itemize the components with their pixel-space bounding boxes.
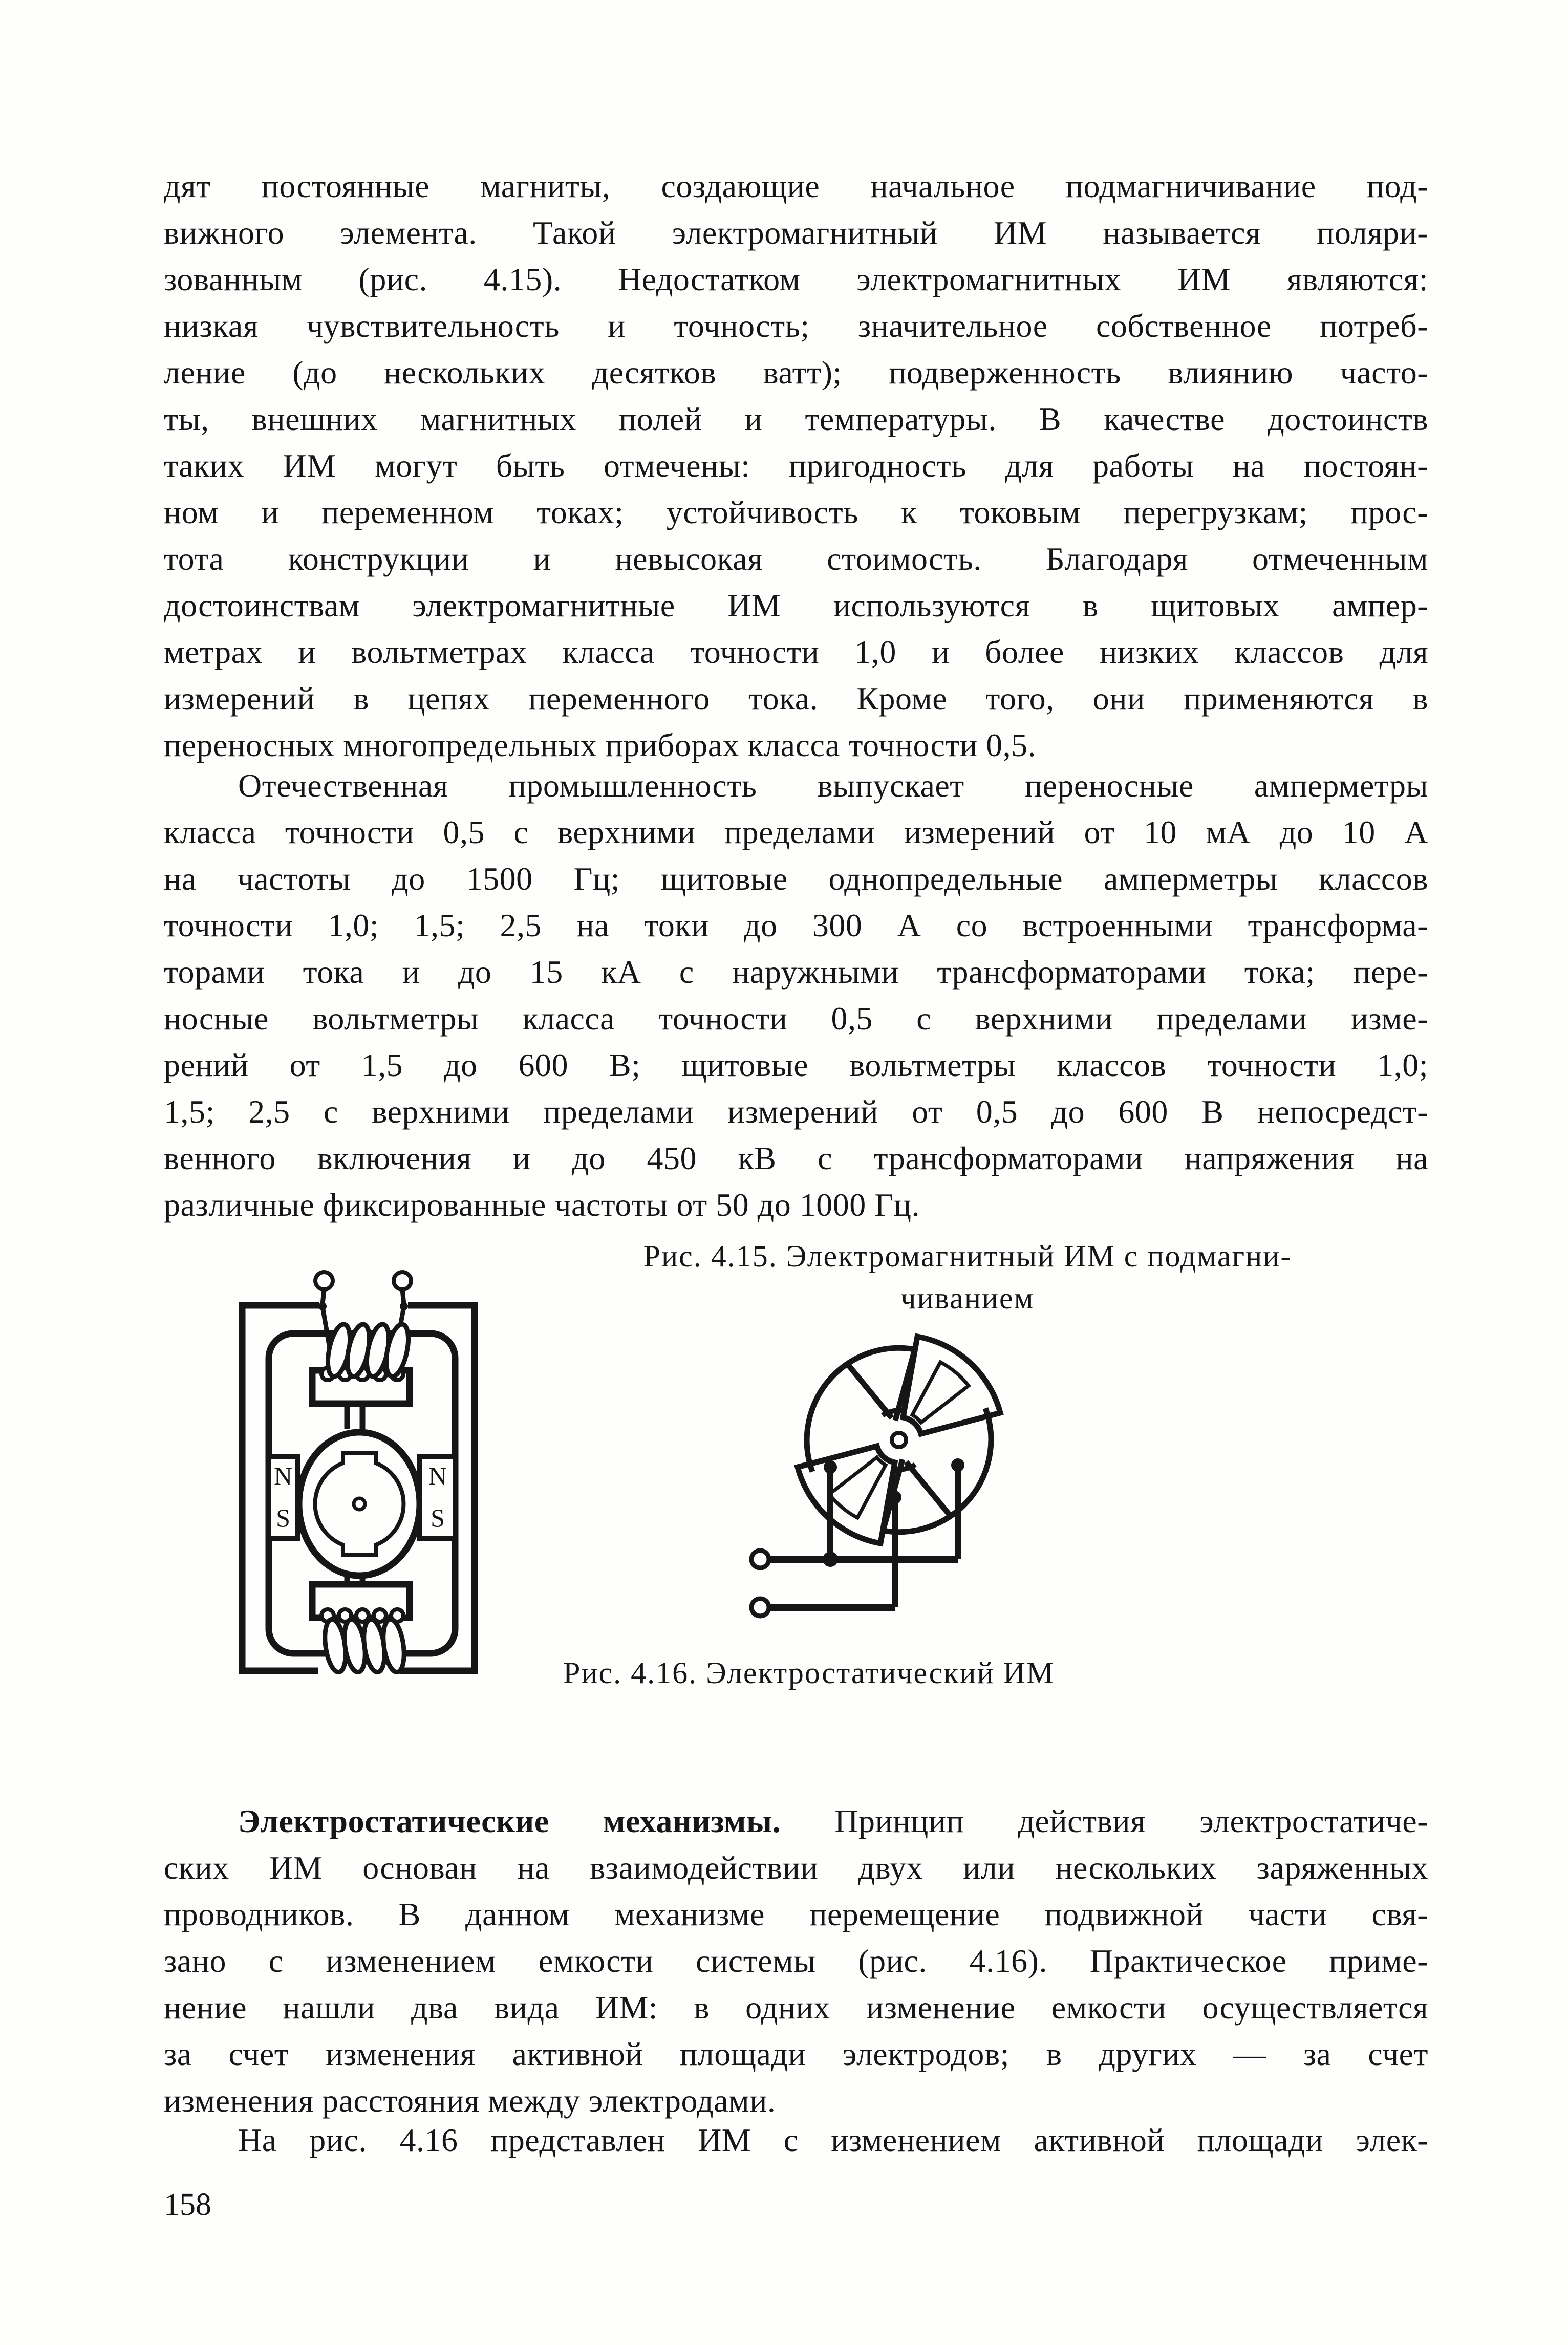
text-line: низкая чувствительность и точность; значительное собственное потреб- (164, 308, 1428, 344)
text-line: класса точности 0,5 с верхними пределами измерений от 10 мА до 10 А (164, 814, 1428, 850)
text-line: зованным (рис. 4.15). Недостатком электромагнитных ИМ являются: (164, 261, 1428, 297)
paragraph-1 (164, 163, 1428, 768)
text-line: достоинствам электромагнитные ИМ используются в щитовых ампер- (164, 587, 1428, 623)
text-line: Отечественная промышленность выпускает переносные амперметры (238, 767, 1428, 804)
text-line: измерений в цепях переменного тока. Кроме того, они применяются в (164, 680, 1428, 717)
text-line: за счет изменения активной площади электродов; в других — за счет (164, 2036, 1428, 2072)
figure-4-15-electromagnetic-mechanism (233, 1264, 484, 1679)
magnet-pole-label: N (273, 1461, 293, 1490)
text-line: точности 1,0; 1,5; 2,5 на токи до 300 А со встроенными трансформа- (164, 907, 1428, 943)
text-line: 1,5; 2,5 с верхними пределами измерений от 0,5 до 600 В непосредст- (164, 1093, 1428, 1130)
text-line: метрах и вольтметрах класса точности 1,0 и более низких классов для (164, 634, 1428, 670)
bold-lead-in: Электростатические механизмы. (238, 1803, 781, 1839)
electrostatic-mechanism-drawing (745, 1326, 1032, 1643)
text-line: тота конструкции и невысокая стоимость. Благодаря отмеченным (164, 541, 1428, 577)
text-line: дят постоянные магниты, создающие начальное подмагничивание под- (164, 168, 1428, 204)
text-line: таких ИМ могут быть отмечены: пригодность для работы на постоян- (164, 447, 1428, 484)
figure-4-16-electrostatic-mechanism (745, 1326, 1032, 1643)
text-line: переносных многопредельных приборах класса точности 0,5. (164, 727, 1037, 763)
magnet-pole-label: N (428, 1461, 447, 1490)
text-line: проводников. В данном механизме перемещение подвижной части свя- (164, 1896, 1428, 1932)
text-line: ских ИМ основан на взаимодействии двух или нескольких заряженных (164, 1849, 1428, 1886)
pivot-axis (892, 1433, 906, 1447)
paragraph-4 (164, 2117, 1428, 2163)
text-line: На рис. 4.16 представлен ИМ с изменением активной площади элек- (238, 2122, 1428, 2158)
paragraph-2 (164, 762, 1428, 1228)
terminal-bottom-icon (751, 1599, 769, 1616)
electromagnetic-mechanism-drawing (233, 1264, 484, 1679)
text-line: ном и переменном токах; устойчивость к токовым перегрузкам; прос- (164, 494, 1428, 530)
rotor-axis (354, 1498, 365, 1510)
magnet-block-left (269, 1456, 297, 1538)
magnet-pole-label: S (276, 1503, 290, 1532)
text-line: различные фиксированные частоты от 50 до 1000 Гц. (164, 1187, 920, 1223)
text-line: на частоты до 1500 Гц; щитовые однопредельные амперметры классов (164, 860, 1428, 897)
magnet-block-right (420, 1456, 455, 1538)
page-number: 158 (164, 2187, 211, 2222)
lead-wires (768, 1458, 964, 1607)
text-line: Электростатические механизмы. Принцип действия электростатиче- (238, 1803, 1428, 1839)
text-line: зано с изменением емкости системы (рис. 4.16). Практическое приме- (164, 1943, 1428, 1979)
text-line: ты, внешних магнитных полей и температуры. В качестве достоинств (164, 401, 1428, 437)
text-line: торами тока и до 15 кА с наружными трансформаторами тока; пере- (164, 954, 1428, 990)
text-line: носные вольтметры класса точности 0,5 с верхними пределами изме- (164, 1000, 1428, 1037)
magnet-pole-label: S (431, 1503, 445, 1532)
figure-4-16-caption: Рис. 4.16. Электростатический ИМ (563, 1656, 1055, 1690)
text-line: нение нашли два вида ИМ: в одних изменение емкости осуществляется (164, 1989, 1428, 2026)
terminal-top-icon (751, 1551, 769, 1568)
paragraph-3 (164, 1798, 1428, 2124)
figure-4-15-caption-line-2: чиванием (900, 1281, 1035, 1315)
text-line: изменения расстояния между электродами. (164, 2082, 776, 2119)
text-line: ление (до нескольких десятков ватт); подверженность влиянию часто- (164, 354, 1428, 391)
text-line: вижного элемента. Такой электромагнитный ИМ называется поляри- (164, 214, 1428, 251)
text-line: рений от 1,5 до 600 В; щитовые вольтметры классов точности 1,0; (164, 1047, 1428, 1083)
text-line: венного включения и до 450 кВ с трансформаторами напряжения на (164, 1140, 1428, 1176)
figure-4-15-caption-line-1: Рис. 4.15. Электромагнитный ИМ с подмагни- (643, 1239, 1292, 1273)
figure-4-15-caption (491, 1235, 1444, 1319)
bottom-coil (312, 1584, 410, 1673)
